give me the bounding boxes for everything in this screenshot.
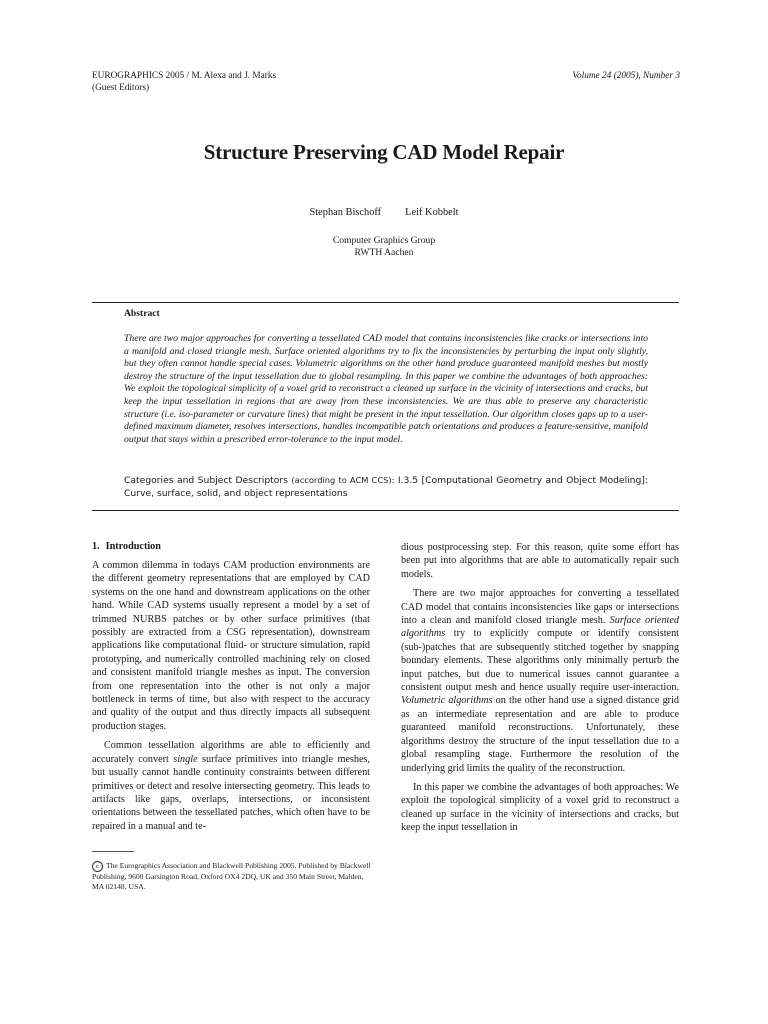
- copyright-icon: c: [92, 861, 103, 872]
- left-column: [92, 559, 370, 833]
- footnote-rule: [92, 851, 134, 852]
- section-heading: [92, 541, 161, 552]
- affiliation-institution: RWTH Aachen: [354, 246, 414, 258]
- right-column: [401, 541, 679, 835]
- ccs-label: Categories and Subject Descriptors: [124, 475, 288, 486]
- paragraph: In this paper we combine the advantages of both approaches: We exploit the topological simplicity of a voxel grid to reconstruct a cleaned up surface in the vicinity of intersections and cracks, but keep the input tessellation in: [401, 781, 679, 834]
- paragraph: A common dilemma in todays CAM production environments are the different geometry representations that are employed by CAD systems on the one hand and downstream applications on the other hand. While CAD systems usually represent a model by a set of trimmed NURBS patches or by other surface primitives (that possibly are extracted from a CSG representation), downstream applications like computational fluid- or structure simulation, rapid prototyping, and numerically controlled machining rely on closed and consistent manifold triangle meshes as input. The conversion from one representation into the other is not only a major bottleneck in terms of time, but also with respect to the accuracy and quality of the output and thus directly impacts all subsequent production stages.: [92, 560, 370, 732]
- section-number: 1.: [92, 541, 100, 552]
- journal-header: [92, 71, 276, 94]
- affiliation-group: Computer Graphics Group: [332, 235, 436, 246]
- header-editors: (Guest Editors): [92, 82, 150, 93]
- paragraph: dious postprocessing step. For this reason, quite some effort has been put into algorithms that are able to automatically repair such models.: [401, 542, 679, 580]
- ccs-descriptors: [124, 474, 648, 500]
- paper-title: Structure Preserving CAD Model Repair: [203, 140, 565, 164]
- paragraph: Common tessellation algorithms are able to efficiently and accurately convert single surface primitives into triangle meshes, but usually cannot handle continuity constraints between different primitives or detect and resolve intersecting geometry. This leads to artifacts like gaps, overlaps, intersections, or inconsistent orientations between the tessellated patches, which often have to be repaired in a manual and te-: [92, 740, 370, 832]
- ccs-paren: (according to ACM CCS):: [291, 475, 395, 485]
- paragraph: There are two major approaches for converting a tessellated CAD model that contains inconsistencies like gaps or intersections into a clean and manifold closed triangle mesh. Surface oriented algorithms try to explicitly compute or identify consistent (sub-)patches that are subsequently stitched together by snapping boundary elements. These algorithms only minimally perturb the input patches, but due to numerical issues cannot guarantee a consistent output mesh and hence usually require user-interaction. Volumetric algorithms on the other hand use a signed distance grid as an intermediate representation and are able to produce guaranteed manifold reconstructions. Unfortunately, these algorithms destroy the structure of the input tessellation due to a global resampling stage. Furthermore the resolution of the underlying grid limits the quality of the reconstruction.: [401, 588, 680, 774]
- author-name: Leif Kobbelt: [405, 207, 459, 218]
- copyright-footnote: [92, 861, 373, 892]
- author-list: [0, 207, 768, 218]
- abstract-top-rule: [92, 302, 679, 303]
- header-conference: EUROGRAPHICS 2005 / M. Alexa and J. Marks: [92, 71, 277, 81]
- abstract-text: There are two major approaches for converting a tessellated CAD model that contains inconsistencies like cracks or intersections into a manifold and closed triangle mesh. Surface oriented algorithms try to fix the inconsistencies by perturbing the input only slightly, but they often cannot handle special cases. Volumetric algorithms on the other hand produce guaranteed manifold meshes but mostly destroy the structure of the input tessellation due to global resampling. In this paper we combine the advantages of both approaches: We exploit the topological simplicity of a voxel grid to reconstruct a cleaned up surface in the vicinity of intersections and cracks, but keep the input tessellation in regions that are away from these inconsistencies. We are thus able to preserve any characteristic structure (i.e. iso-parameter or curvature lines) that might be present in the input tessellation. Our algorithm closes gaps up to a user-defined maximum diameter, resolves intersections, handles incompatible patch orientations and produces a feature-sensitive, manifold output that stays within a prescribed error-tolerance to the input model.: [124, 333, 648, 445]
- footnote-text: The Eurographics Association and Blackwell Publishing 2005. Published by Blackwell Publishing, 9600 Garsington Road, Oxford OX4 2DQ, UK and 350 Main Street, Malden, MA 02148, USA.: [92, 861, 371, 892]
- ccs-text: I.3.5 [Computational Geometry and Object Modeling]: Curve, surface, solid, and object representations: [124, 475, 649, 499]
- header-volume: Volume 24 (2005), Number 3: [572, 71, 680, 81]
- abstract-bottom-rule: [92, 510, 679, 511]
- affiliation: [0, 235, 768, 258]
- section-title: Introduction: [105, 541, 161, 552]
- abstract-heading: Abstract: [124, 308, 160, 319]
- author-name: Stephan Bischoff: [309, 207, 382, 218]
